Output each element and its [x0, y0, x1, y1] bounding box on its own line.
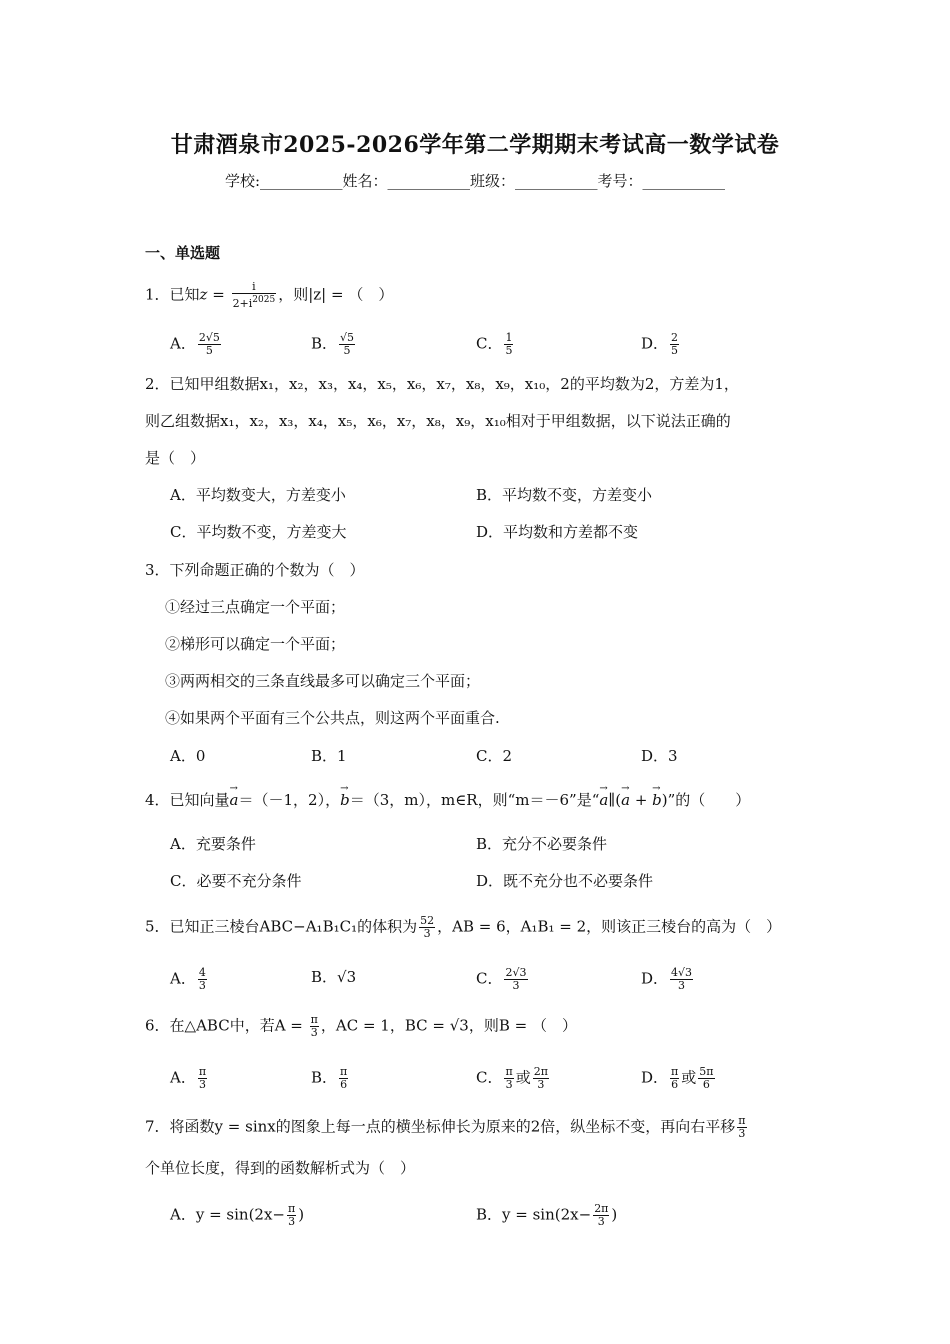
question-6-stem: 6．在△ABC中，若A = $\frac{\pi}{3}$ ，AC = 1，BC = √3，则B = （ ）: [145, 1013, 577, 1039]
q2-option-b: B．平均数不变，方差变小: [476, 486, 653, 504]
q4-option-d: D．既不充分也不必要条件: [476, 872, 654, 890]
question-1-stem: 1．已知z = $\frac{i}{2+i^{2025}}$ ，则|z| = （ ）: [145, 280, 394, 310]
q4-option-a: A．充要条件: [170, 835, 256, 853]
section-heading: 一、单选题: [145, 244, 221, 262]
q3-option-c: C．2: [476, 747, 513, 765]
q3-statement-4: ④如果两个平面有三个公共点，则这两个平面重合.: [165, 709, 500, 727]
q7-option-a: A．y = sin(2x− $\frac{\pi}{3}$ ): [170, 1202, 305, 1228]
q2-option-c: C．平均数不变，方差变大: [170, 523, 347, 541]
question-3-stem: 3．下列命题正确的个数为（ ）: [145, 561, 365, 579]
question-7-line-1: 7．将函数y = sinx的图象上每一点的横坐标伸长为原来的2倍，纵坐标不变，再向右平移 $\frac{\pi}{3}$: [145, 1114, 746, 1140]
q4-option-c: C．必要不充分条件: [170, 872, 302, 890]
fraction: $\frac{i}{2+i^{2025}}$: [232, 280, 276, 310]
student-info-line: 学校:___________姓名：___________班级：___________考号：___________: [224, 172, 726, 190]
q3-statement-1: ①经过三点确定一个平面；: [165, 598, 346, 616]
question-2-line-1: 2．已知甲组数据x₁，x₂，x₃，x₄，x₅，x₆，x₇，x₈，x₉，x₁₀，2的平均数为2，方差为1，: [145, 375, 739, 393]
q3-option-b: B．1: [311, 747, 347, 765]
question-2-line-3: 是（ ）: [145, 449, 206, 467]
q7-option-b: B．y = sin(2x− $\frac{2\pi}{3}$ ): [476, 1202, 618, 1228]
q1-option-a: A． $\frac{2√5}{5}$: [170, 331, 220, 357]
page-title: 甘肃酒泉市2025-2026学年第二学期期末考试高一数学试卷: [170, 132, 780, 158]
q3-option-a: A．0: [170, 747, 206, 765]
q2-option-d: D．平均数和方差都不变: [476, 523, 639, 541]
q2-option-a: A．平均数变大，方差变小: [170, 486, 346, 504]
q4-option-b: B．充分不必要条件: [476, 835, 608, 853]
q1-option-d: D． $\frac{2}{5}$: [641, 331, 679, 357]
q3-statement-3: ③两两相交的三条直线最多可以确定三个平面；: [165, 672, 481, 690]
q5-option-b: B．√3: [311, 968, 357, 986]
q1-option-b: B． $\frac{√5}{5}$: [311, 331, 355, 357]
q6-option-b: B． $\frac{\pi}{6}$: [311, 1065, 348, 1091]
q5-option-d: D． $\frac{4√3}{3}$: [641, 966, 693, 992]
q3-statement-2: ②梯形可以确定一个平面；: [165, 635, 346, 653]
q6-option-c: C． $\frac{\pi}{3}$ 或 $\frac{2\pi}{3}$: [476, 1065, 548, 1091]
question-5-stem: 5．已知正三棱台ABC−A₁B₁C₁的体积为 $\frac{52}{3}$ ，AB = 6，A₁B₁ = 2，则该正三棱台的高为（ ）: [145, 914, 782, 940]
question-2-line-2: 则乙组数据x₁，x₂，x₃，x₄，x₅，x₆，x₇，x₈，x₉，x₁₀相对于甲组数据，以下说法正确的: [145, 412, 731, 430]
q6-option-a: A． $\frac{\pi}{3}$: [170, 1065, 207, 1091]
question-7-line-2: 个单位长度，得到的函数解析式为（ ）: [145, 1159, 416, 1177]
question-4-stem: 4．已知向量→ a＝（－1，2），→ b＝（3，m），m∈R，则“m＝－6”是“→ a∥(→ a + → b)”的（ ）: [145, 790, 750, 810]
q5-option-c: C． $\frac{2√3}{3}$: [476, 966, 527, 992]
q3-option-d: D．3: [641, 747, 678, 765]
q6-option-d: D． $\frac{\pi}{6}$ 或 $\frac{5\pi}{6}$: [641, 1065, 714, 1091]
q5-option-a: A． $\frac{4}{3}$: [170, 966, 206, 992]
q1-option-c: C． $\frac{1}{5}$: [476, 331, 513, 357]
